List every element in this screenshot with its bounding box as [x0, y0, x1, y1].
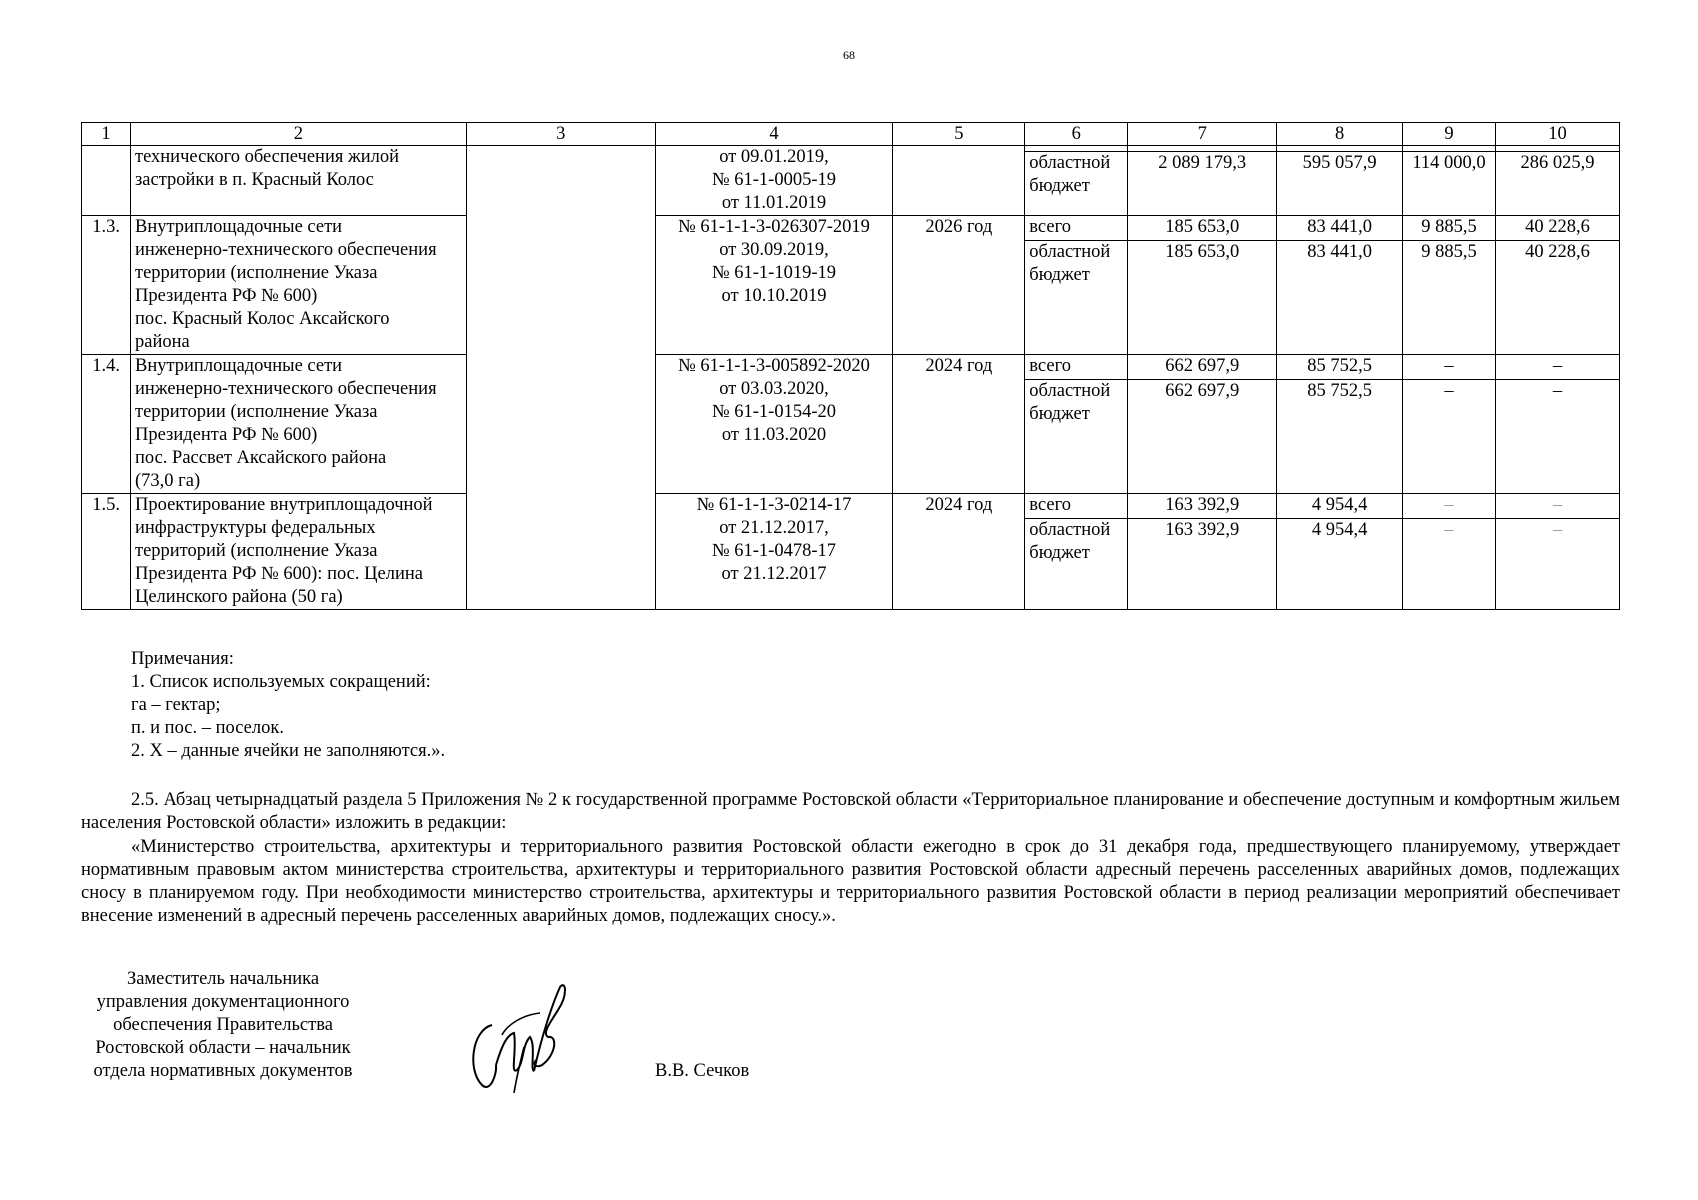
value-cell: 83 441,0	[1277, 216, 1403, 241]
row-name-line: (73,0 га)	[134, 471, 201, 491]
row-name-line: района	[134, 332, 190, 352]
handwritten-signature	[462, 975, 582, 1095]
row-name	[130, 146, 466, 216]
signer-line: Ростовской области – начальник	[95, 1038, 351, 1058]
doc-line: № 61-1-0478-17	[711, 541, 836, 561]
signer-name: В.В. Сечков	[655, 1061, 750, 1081]
value-cell: 185 653,0	[1128, 216, 1277, 241]
doc-line: № 61-1-0005-19	[711, 170, 836, 190]
value-cell: 85 752,5	[1277, 380, 1403, 494]
column-header: 5	[893, 123, 1025, 146]
row-number: 1.5.	[82, 494, 131, 610]
row-name-line: территорий (исполнение Указа	[134, 541, 378, 561]
source-cell: областной бюджет	[1025, 519, 1128, 610]
value-cell: –	[1403, 380, 1496, 494]
row-name-line: инженерно-технического обеспечения	[134, 240, 437, 260]
value-cell: 662 697,9	[1128, 380, 1277, 494]
column-header: 4	[655, 123, 893, 146]
signer-line: Заместитель начальника	[126, 969, 320, 989]
amendment-quote	[81, 836, 1620, 928]
table-row	[82, 216, 1620, 241]
column-header: 3	[466, 123, 655, 146]
row-name-line: Президента РФ № 600): пос. Целина	[134, 564, 423, 584]
funding-table	[81, 122, 1620, 610]
row-doc	[655, 355, 893, 494]
notes-block	[131, 648, 445, 763]
source-cell: областной бюджет	[1025, 241, 1128, 355]
column-header: 8	[1277, 123, 1403, 146]
value-cell: 114 000,0	[1403, 152, 1496, 216]
row-number: 1.4.	[82, 355, 131, 494]
row-number	[82, 146, 131, 216]
row-name-line: инженерно-технического обеспечения	[134, 379, 437, 399]
table-row	[82, 355, 1620, 380]
source-cell: всего	[1025, 355, 1128, 380]
row-name-line: Проектирование внутриплощадочной	[134, 495, 433, 515]
doc-line: от 10.10.2019	[721, 286, 827, 306]
row-name-line: Внутриплощадочные сети	[134, 356, 343, 376]
empty-cell	[466, 146, 655, 610]
page-number: 68	[843, 48, 855, 62]
doc-line: № 61-1-1-3-005892-2020	[678, 356, 870, 376]
column-header: 10	[1496, 123, 1620, 146]
value-cell: 286 025,9	[1496, 152, 1620, 216]
notes-line: 1. Список используемых сокращений:	[131, 672, 431, 692]
row-doc	[655, 146, 893, 216]
row-name	[130, 355, 466, 494]
doc-line: от 21.12.2017,	[719, 518, 829, 538]
value-cell: –	[1496, 355, 1620, 380]
row-name-line: пос. Красный Колос Аксайского	[134, 309, 390, 329]
doc-line: № 61-1-1-3-0214-17	[696, 495, 852, 515]
row-doc	[655, 494, 893, 610]
row-year: 2026 год	[893, 216, 1025, 355]
table-header-row	[82, 123, 1620, 146]
paragraph-text: 2.5. Абзац четырнадцатый раздела 5 Приложения № 2 к государственной программе Ростовской области «Территориальное планирование и обеспечение доступным и комфортным жильем населения Ростовской области» изложить в редакции:	[81, 790, 1620, 833]
doc-line: № 61-1-0154-20	[711, 402, 836, 422]
source-cell: всего	[1025, 216, 1128, 241]
notes-line: 2. Х – данные ячейки не заполняются.».	[131, 741, 446, 761]
amendment-paragraph	[81, 789, 1620, 835]
row-year	[893, 146, 1025, 216]
row-name	[130, 494, 466, 610]
value-cell: 4 954,4	[1277, 494, 1403, 519]
row-name-line: Внутриплощадочные сети	[134, 217, 343, 237]
doc-line: от 09.01.2019,	[719, 147, 829, 167]
row-name-line: пос. Рассвет Аксайского района	[134, 448, 387, 468]
value-cell: 85 752,5	[1277, 355, 1403, 380]
row-name	[130, 216, 466, 355]
value-cell: –	[1496, 494, 1620, 519]
row-name-line: застройки в п. Красный Колос	[134, 170, 374, 190]
value-cell: 83 441,0	[1277, 241, 1403, 355]
doc-line: № 61-1-1-3-026307-2019	[678, 217, 870, 237]
value-cell: –	[1403, 355, 1496, 380]
source-cell: всего	[1025, 494, 1128, 519]
row-name-line: Президента РФ № 600)	[134, 286, 318, 306]
notes-line: Примечания:	[131, 649, 234, 669]
doc-line: от 03.03.2020,	[719, 379, 829, 399]
column-header: 1	[82, 123, 131, 146]
notes-line: п. и пос. – поселок.	[131, 718, 284, 738]
source-cell: областной бюджет	[1025, 380, 1128, 494]
value-cell: 40 228,6	[1496, 241, 1620, 355]
value-cell: 662 697,9	[1128, 355, 1277, 380]
value-cell: 2 089 179,3	[1128, 152, 1277, 216]
row-year: 2024 год	[893, 494, 1025, 610]
row-name-line: инфраструктуры федеральных	[134, 518, 376, 538]
signer-line: отдела нормативных документов	[93, 1061, 353, 1081]
doc-line: от 21.12.2017	[721, 564, 827, 584]
column-header: 7	[1128, 123, 1277, 146]
doc-line: № 61-1-1019-19	[711, 263, 836, 283]
value-cell: –	[1496, 380, 1620, 494]
notes-line: га – гектар;	[131, 695, 221, 715]
column-header: 2	[130, 123, 466, 146]
row-name-line: Целинского района (50 га)	[134, 587, 343, 607]
value-cell: 163 392,9	[1128, 494, 1277, 519]
value-cell: 163 392,9	[1128, 519, 1277, 610]
value-cell: –	[1496, 519, 1620, 610]
table-row	[82, 494, 1620, 519]
value-cell: 4 954,4	[1277, 519, 1403, 610]
paragraph-text: «Министерство строительства, архитектуры и территориального развития Ростовской области ежегодно в срок до 31 декабря года, предшествующего планируемому, утверждает нормативным правовым актом министерства строительства, архитектуры и территориального развития Ростовской области адресный перечень расселенных аварийных домов, подлежащих сносу в планируемом году. При необходимости министерство строительства, архитектуры и территориального развития Ростовской области в период реализации мероприятий обеспечивает внесение изменений в адресный перечень расселенных аварийных домов, подлежащих сносу.».	[81, 837, 1620, 926]
column-header: 9	[1403, 123, 1496, 146]
value-cell: 9 885,5	[1403, 241, 1496, 355]
signer-line: обеспечения Правительства	[113, 1015, 333, 1035]
value-cell: –	[1403, 519, 1496, 610]
row-number: 1.3.	[82, 216, 131, 355]
row-name-line: территории (исполнение Указа	[134, 263, 378, 283]
signer-position	[78, 968, 368, 1083]
row-name-line: территории (исполнение Указа	[134, 402, 378, 422]
row-name-line: Президента РФ № 600)	[134, 425, 318, 445]
source-cell: областной бюджет	[1025, 152, 1128, 216]
value-cell: 595 057,9	[1277, 152, 1403, 216]
doc-line: от 11.03.2020	[721, 425, 827, 445]
value-cell: 40 228,6	[1496, 216, 1620, 241]
column-header: 6	[1025, 123, 1128, 146]
doc-line: от 30.09.2019,	[719, 240, 829, 260]
doc-line: от 11.01.2019	[721, 193, 827, 213]
row-doc	[655, 216, 893, 355]
signer-line: управления документационного	[96, 992, 350, 1012]
row-name-line: технического обеспечения жилой	[134, 147, 400, 167]
row-year: 2024 год	[893, 355, 1025, 494]
value-cell: 185 653,0	[1128, 241, 1277, 355]
value-cell: 9 885,5	[1403, 216, 1496, 241]
value-cell: –	[1403, 494, 1496, 519]
